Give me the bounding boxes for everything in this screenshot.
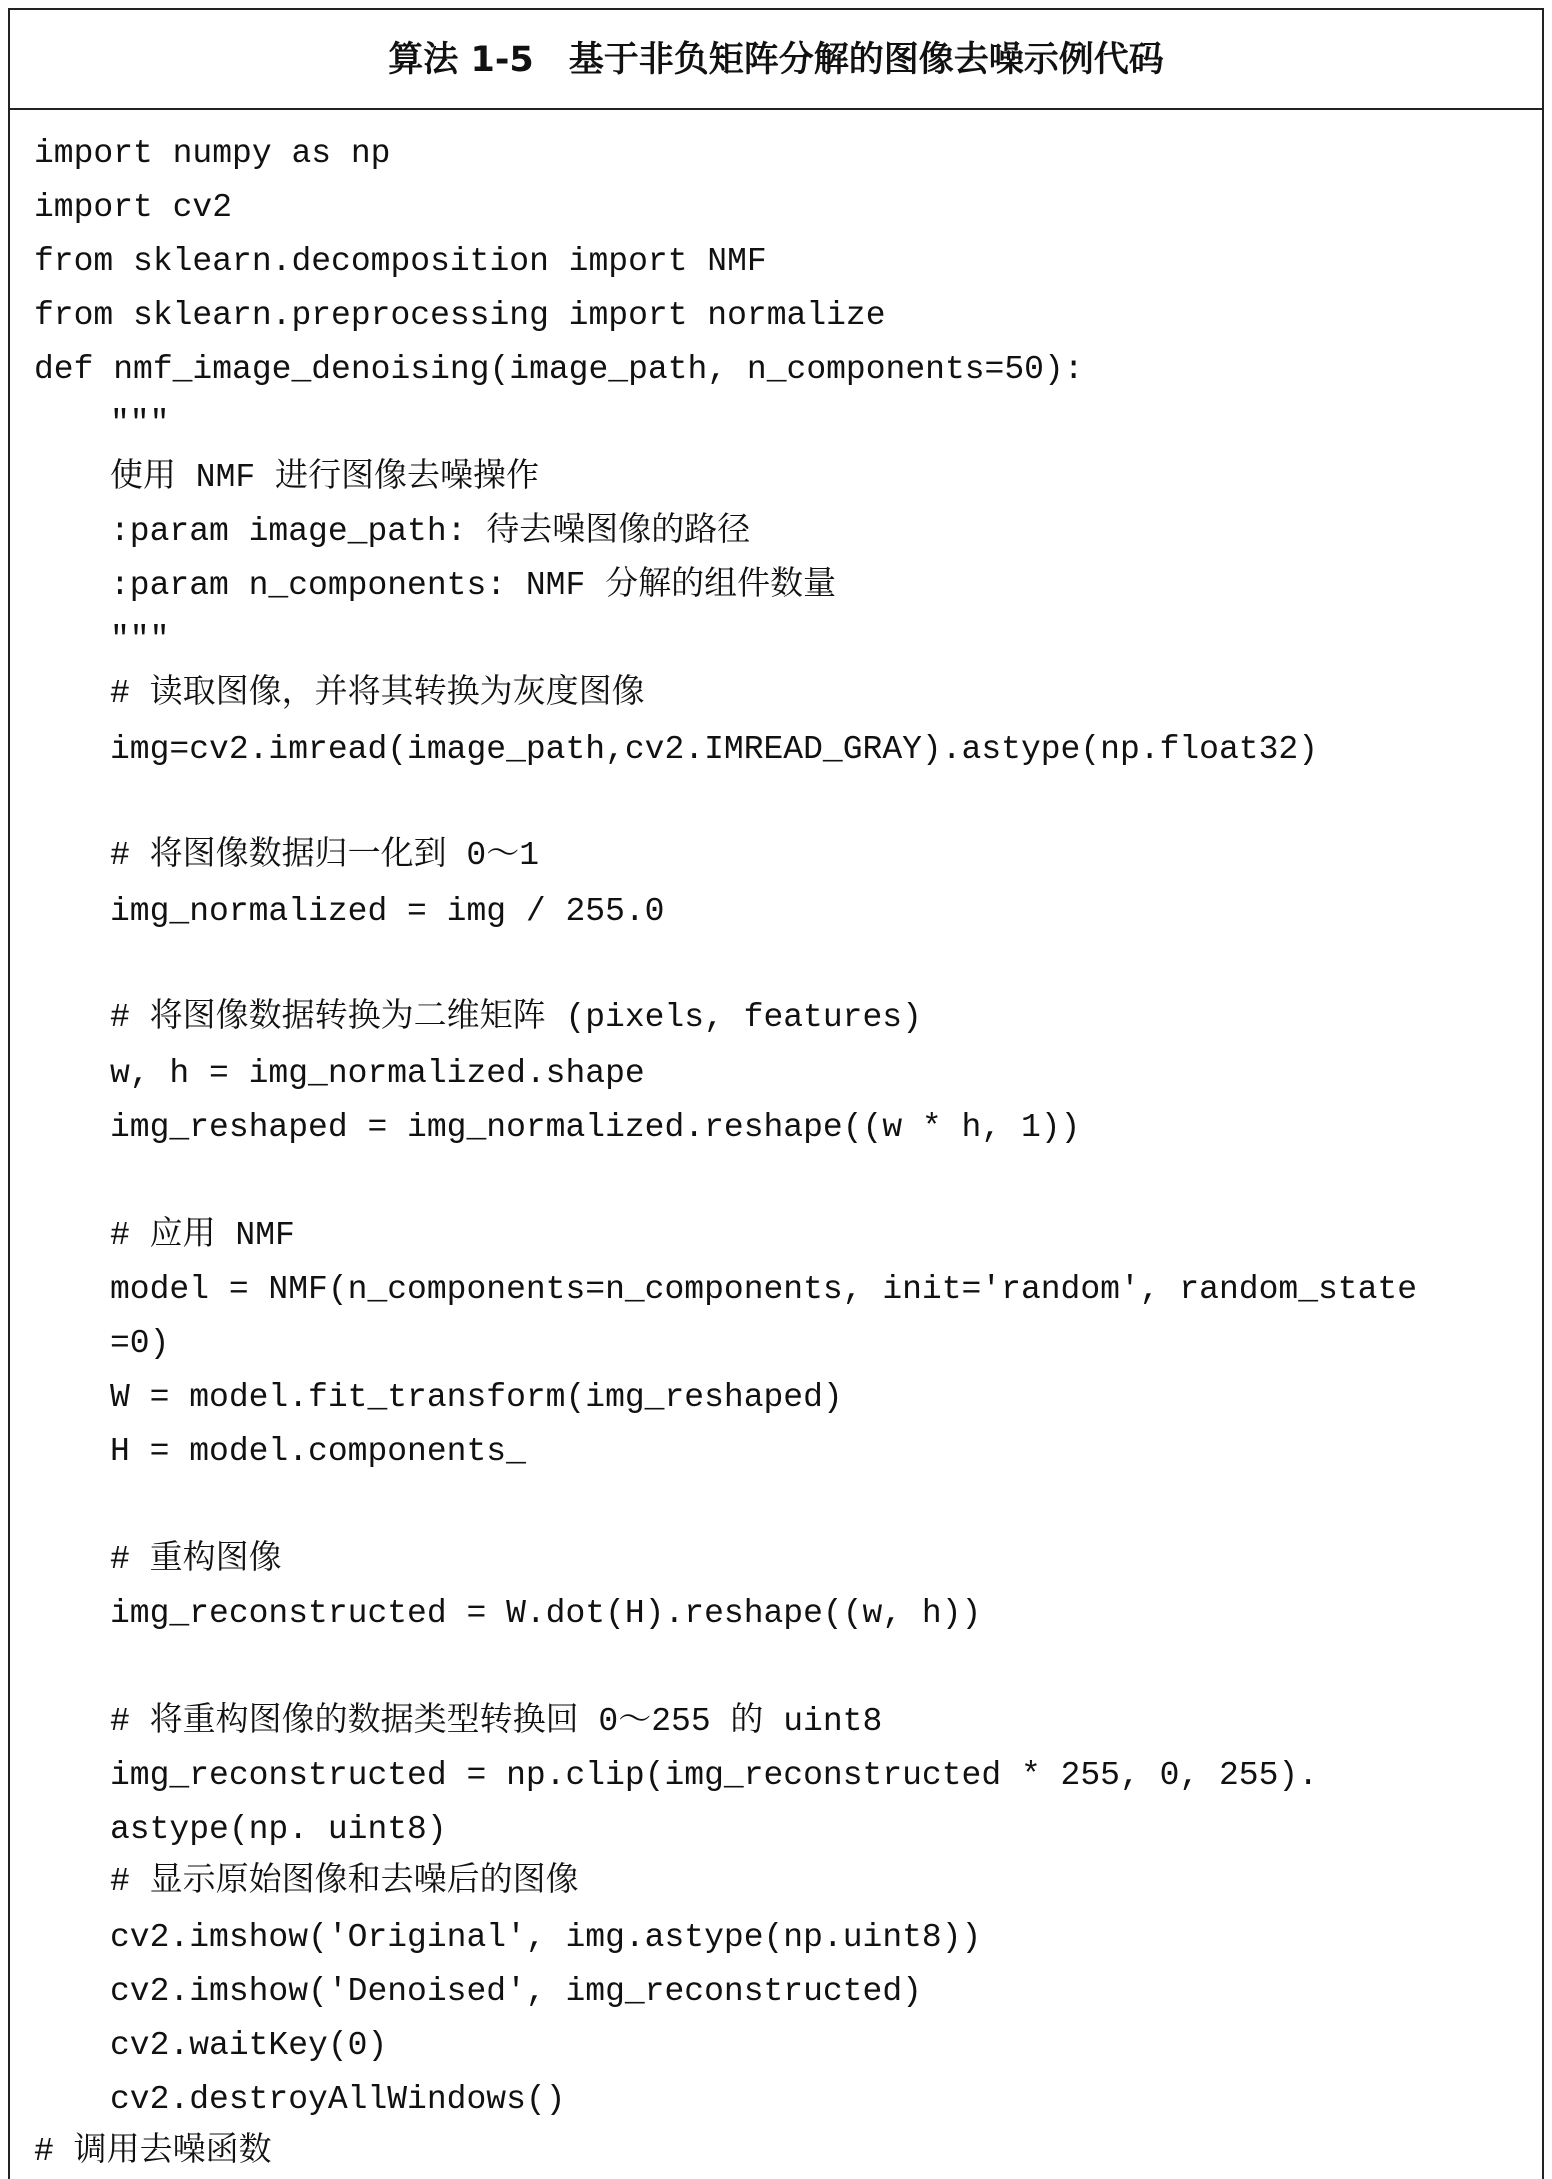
code-line: model = NMF(n_components=n_components, init='random', random_state (110, 1271, 1418, 1308)
code-line: # 将图像数据归一化到 0～1 (110, 837, 540, 874)
code-line: cv2.imshow('Original', img.astype(np.uint8)) (110, 1919, 982, 1956)
algorithm-title: 算法 1-5 基于非负矩阵分解的图像去噪示例代码 (10, 10, 1542, 110)
code-line: # 显示原始图像和去噪后的图像 (110, 1863, 579, 1900)
code-line: # 重构图像 (110, 1541, 282, 1578)
code-line: img_normalized = img / 255.0 (110, 893, 665, 930)
code-line: from sklearn.preprocessing import normalize (34, 297, 886, 334)
code-line: 使用 NMF 进行图像去噪操作 (110, 459, 540, 496)
code-line: # 调用去噪函数 (34, 2133, 272, 2170)
code-line: cv2.imshow('Denoised', img_reconstructed) (110, 1973, 922, 2010)
code-line: """ (110, 405, 170, 442)
code-line: H = model.components_ (110, 1433, 526, 1470)
code-line: """ (110, 621, 170, 658)
code-line: img=cv2.imread(image_path,cv2.IMREAD_GRAY).astype(np.float32) (110, 731, 1318, 768)
code-line: :param n_components: NMF 分解的组件数量 (110, 567, 837, 604)
code-line: cv2.waitKey(0) (110, 2027, 388, 2064)
code-line: w, h = img_normalized.shape (110, 1055, 645, 1092)
code-line: astype(np. uint8) (110, 1811, 447, 1848)
code-line: =0) (110, 1325, 170, 1362)
code-line: from sklearn.decomposition import NMF (34, 243, 767, 280)
code-line: img_reconstructed = W.dot(H).reshape((w, h)) (110, 1595, 982, 1632)
code-line: # 应用 NMF (110, 1217, 295, 1254)
code-line: img_reconstructed = np.clip(img_reconstructed * 255, 0, 255). (110, 1757, 1318, 1794)
code-line: # 将重构图像的数据类型转换回 0～255 的 uint8 (110, 1703, 883, 1740)
code-line: import numpy as np (34, 135, 391, 172)
code-line: cv2.destroyAllWindows() (110, 2081, 566, 2118)
code-line: # 读取图像，并将其转换为灰度图像 (110, 675, 645, 712)
algorithm-box (8, 8, 1544, 2179)
code-line: W = model.fit_transform(img_reshaped) (110, 1379, 843, 1416)
code-line: # 将图像数据转换为二维矩阵 (pixels, features) (110, 999, 922, 1036)
code-line: img_reshaped = img_normalized.reshape((w * h, 1)) (110, 1109, 1081, 1146)
code-line: :param image_path: 待去噪图像的路径 (110, 513, 751, 550)
code-line: def nmf_image_denoising(image_path, n_components=50): (34, 351, 1084, 388)
code-line: import cv2 (34, 189, 233, 226)
